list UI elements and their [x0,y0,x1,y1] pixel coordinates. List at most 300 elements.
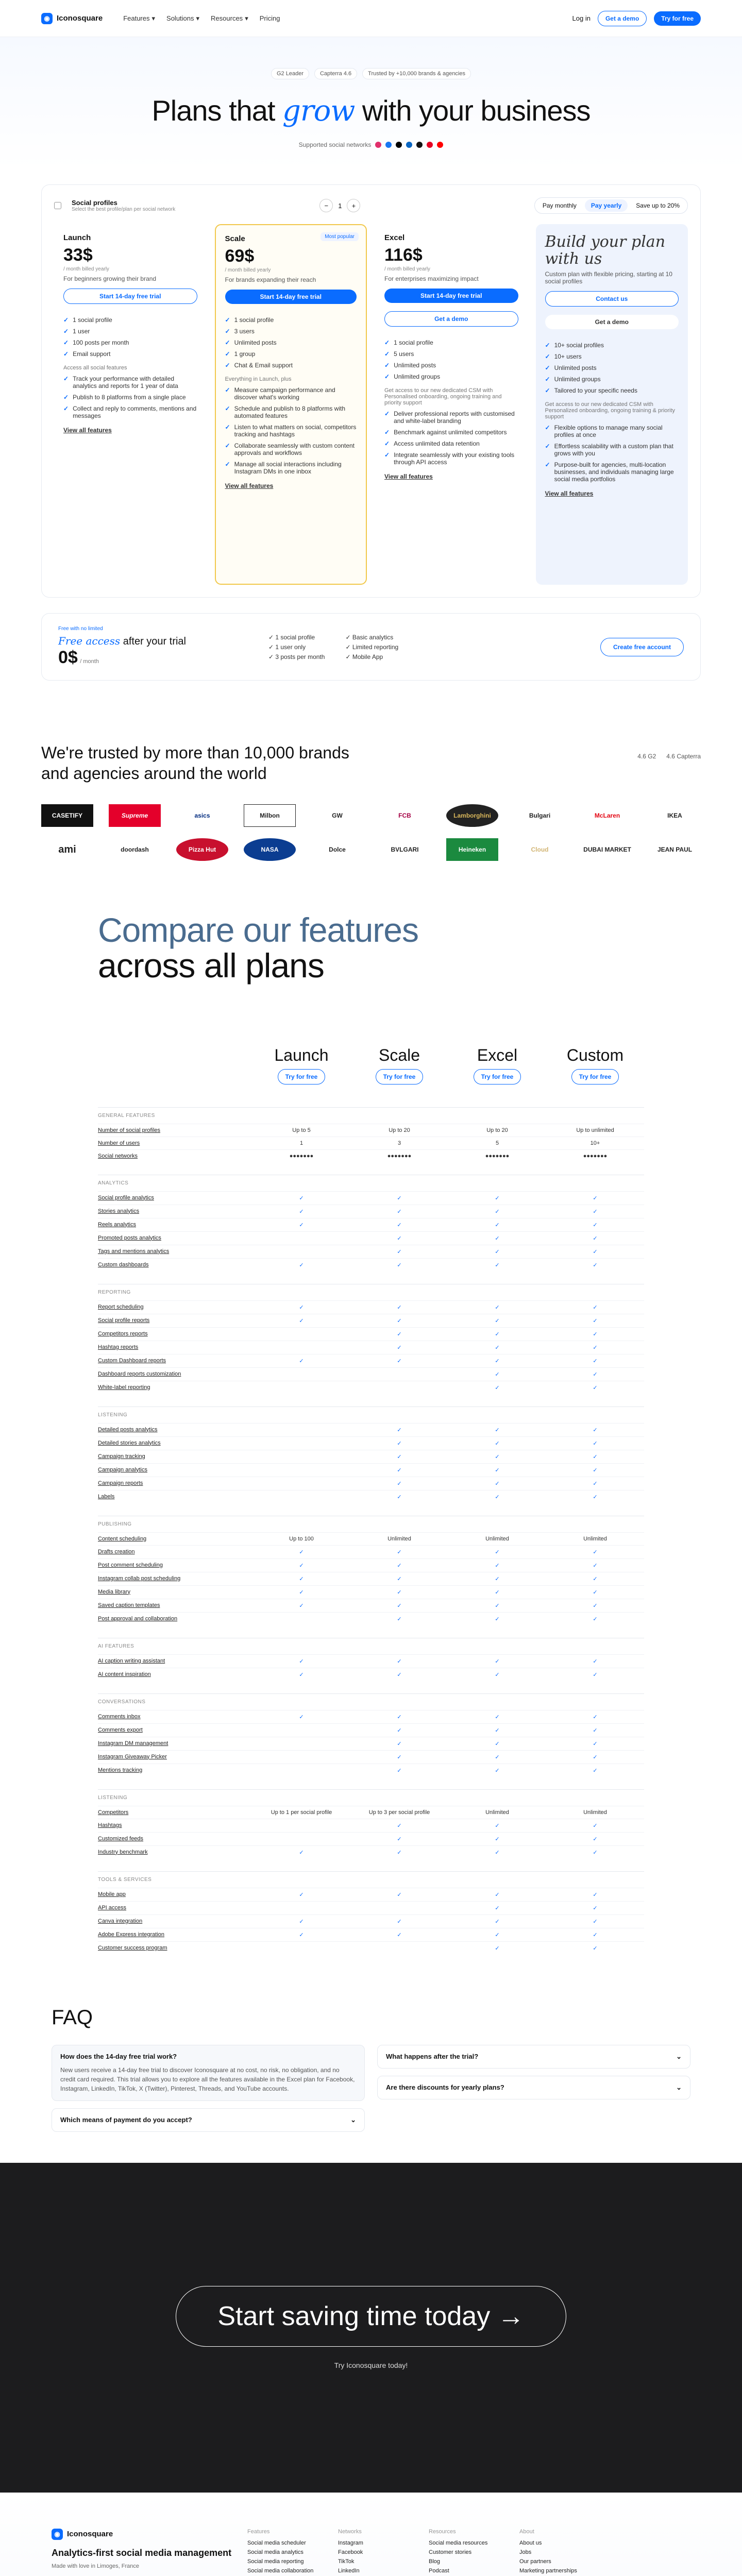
feature-value: ✓ [299,1671,304,1678]
brand-logo: GW [332,812,343,819]
feature-name[interactable]: Saved caption templates [98,1602,160,1608]
footer-link[interactable]: Social media reporting [247,2558,304,2565]
chevron-down-icon: ▾ [245,14,248,22]
feature-name[interactable]: Comments inbox [98,1713,141,1720]
feature-value: ✓ [593,1440,598,1447]
badges [0,68,742,79]
feature-value: Unlimited [583,1535,607,1542]
faq-item-open[interactable]: How does the 14-day free trial work? New users receive a 14-day free trial to discover Iconosquare at no cost, no risk, no obligation, and no credit card required. This trial allows you to explore all the features available in the Excel plan for Facebook, Instagram, LinkedIn, TikTok, X (Twitter), Pinterest, Threads, and YouTube accounts. [52,2045,365,2101]
feature-value: ✓ [299,1714,304,1720]
nav-resources[interactable]: Resources ▾ [211,14,248,22]
compare-row [98,1737,644,1750]
view-features-link[interactable]: View all features [545,490,594,497]
compare-section-block [98,1175,644,1272]
feature-name[interactable]: Content scheduling [98,1535,147,1542]
compare-row [98,1327,644,1341]
compare-row [98,1914,644,1928]
feature-value: ✓ [299,1589,304,1596]
feature-name[interactable]: Media library [98,1588,130,1595]
feature-value: Up to 5 [292,1127,311,1133]
nav-pricing[interactable]: Pricing [259,14,280,22]
check-icon: ✓ [225,442,230,449]
compare-row [98,1354,644,1367]
brand-logo[interactable] [41,13,103,24]
feature-value [252,1344,350,1351]
feature-value [252,1235,350,1242]
compare-row [98,1845,644,1859]
feature-value: ✓ [299,1918,304,1925]
feature-value: ✓ [397,1602,402,1609]
check-icon: ✓ [225,362,230,369]
feature-value: ✓ [495,1616,500,1622]
feature-value [252,1494,350,1500]
feature-value: ✓ [593,1427,598,1433]
compare-row [98,1436,644,1450]
feature-value [252,1836,350,1842]
footer-link[interactable]: Social media scheduler [247,2539,306,2546]
feature-value: ✓ [495,1602,500,1609]
feature-name[interactable]: Customer success program [98,1944,167,1951]
feature-value: ✓ [299,1262,304,1268]
feature-value: ✓ [495,1262,500,1268]
feature-value: ✓ [593,1222,598,1228]
footer-logo[interactable]: ◉ Iconosquare [52,2529,237,2540]
feature-value: ✓ [299,1358,304,1364]
plan-custom: Build your plan with us Custom plan with flexible pricing, starting at 10 social profiles Contact us Get a demo ✓ 10+ social profiles ✓ 10+ users ✓ Unlimited posts ✓ Unlimited groups ✓ Tailored to your specific needs Get access to our new dedicated CSM with Personalized onboarding, ongoing training & priority support ✓ Flexible options to manage many social profiles at once ✓ Effortless scalability with a custom plan that grows with you ✓ Purpose-built for agencies, multi-location businesses, and individuals managing large social media portfolios View all features [536,224,688,585]
feature-name[interactable]: Detailed stories analytics [98,1439,161,1446]
popular-tag: Most popular [321,232,359,241]
pay-yearly-option[interactable]: Pay yearly [585,199,628,212]
cta-band [0,2163,742,2493]
check-icon: ✓ [225,316,230,324]
compare-row [98,1137,644,1149]
feature-value [252,1740,350,1747]
feature-name[interactable]: Industry benchmark [98,1849,148,1855]
feature-value: Up to unlimited [576,1127,614,1133]
feature-value: ✓ [495,1358,500,1364]
check-icon: ✓ [63,394,69,401]
chevron-down-icon: ▾ [196,14,200,22]
compare-section-block [98,1789,644,1859]
feature-value [252,1440,350,1447]
feature-value: ✓ [495,1589,500,1596]
faq-title: FAQ [52,2006,93,2029]
launch-trial-button[interactable]: Start 14-day free trial [63,289,197,304]
feature-name[interactable]: Instagram collab post scheduling [98,1575,181,1582]
feature-value: ✓ [593,1905,598,1911]
feature-value: ✓ [495,1945,500,1952]
feature-value [252,1248,350,1255]
feature-value [252,1453,350,1460]
feature-name[interactable]: Drafts creation [98,1548,135,1555]
feature-value: ✓ [397,1822,402,1829]
feature-value: ✓ [299,1549,304,1555]
feature-value: ✓ [397,1427,402,1433]
compare-trial-button[interactable]: Try for free [474,1069,521,1084]
save-badge: Save up to 20% [636,202,680,209]
feature-name[interactable]: Promoted posts analytics [98,1234,161,1241]
feature-value: ✓ [495,1658,500,1665]
footer-link[interactable]: LinkedIn [338,2567,360,2574]
footer-link[interactable]: Customer stories [429,2549,472,2555]
feature-value: ✓ [593,1575,598,1582]
feature-value [350,1905,448,1911]
feature-name[interactable]: Number of users [98,1140,140,1146]
feature-value: ✓ [495,1467,500,1473]
compare-row [98,1532,644,1545]
feature-value: ✓ [495,1931,500,1938]
trusted-title: We're trusted by more than 10,000 brands and agencies around the world [41,743,349,783]
feature-name[interactable]: Hashtags [98,1822,122,1828]
profiles-checkbox[interactable] [54,202,61,209]
feature-value: ✓ [593,1918,598,1925]
feature-value [252,1905,350,1911]
feature-value: ✓ [593,1931,598,1938]
compare-row [98,1585,644,1599]
excel-demo-button[interactable]: Get a demo [384,311,518,327]
brand-logo: McLaren [594,812,620,819]
feature-value: ✓ [593,1248,598,1255]
compare-section-title: AI FEATURES [98,1643,134,1649]
check-icon: ✓ [384,373,390,380]
feature-name[interactable]: White-label reporting [98,1384,150,1391]
footer-link[interactable]: Our partners [519,2558,551,2565]
feature-value: ✓ [495,1427,500,1433]
feature-name[interactable]: Report scheduling [98,1303,144,1310]
footer-link[interactable]: TikTok [338,2558,355,2565]
feature-name[interactable]: API access [98,1904,127,1911]
feature-value: ✓ [397,1849,402,1856]
feature-value: ✓ [299,1891,304,1898]
start-saving-button[interactable]: Start saving time today → [176,2286,566,2347]
feature-value [252,1945,350,1952]
nav-features[interactable]: Features ▾ [123,14,156,22]
feature-value: ✓ [397,1575,402,1582]
check-icon: ✓ [384,410,390,417]
feature-value: ✓ [593,1195,598,1201]
check-icon: ✓ [545,424,550,431]
feature-name[interactable]: Competitors reports [98,1330,148,1337]
plan-excel: Excel 116$ / month billed yearly For enterprises maximizing impact Start 14-day free trial Get a demo ✓ 1 social profile ✓ 5 users ✓ Unlimited posts ✓ Unlimited groups Get access to our new dedicated CSM with Personalised onboarding, ongoing training and priority support ✓ Deliver professional reports with customised and white-label branding ✓ Benchmark against unlimited competitors ✓ Access unlimited data retention ✓ Integrate seamlessly with your existing tools through API access View all features [375,224,528,585]
check-icon: ✓ [384,362,390,369]
feature-name[interactable]: Detailed posts analytics [98,1426,158,1433]
check-icon: ✓ [225,328,230,335]
feature-value: ✓ [593,1358,598,1364]
feature-name[interactable]: Canva integration [98,1918,143,1924]
feature-name[interactable]: Tags and mentions analytics [98,1248,170,1255]
footer-link[interactable]: Social media resources [429,2539,488,2546]
chevron-down-icon: ⌄ [676,2052,682,2060]
compare-section-block [98,1107,644,1162]
plus-button[interactable]: + [347,199,360,212]
compare-row [98,1572,644,1585]
feature-value: ✓ [397,1222,402,1228]
feature-value: Up to 20 [486,1127,508,1133]
feature-name[interactable]: Stories analytics [98,1208,140,1214]
trial-button[interactable]: Try for free [654,11,701,26]
compare-row [98,1723,644,1737]
feature-name[interactable]: Campaign reports [98,1480,143,1486]
footer-link[interactable]: Blog [429,2558,441,2565]
feature-value: Unlimited [387,1535,411,1542]
brand-logo: IKEA [667,812,682,819]
feature-value: ✓ [397,1304,402,1311]
feature-value [252,1767,350,1774]
feature-value: Unlimited [485,1809,509,1816]
feature-value: ✓ [495,1575,500,1582]
compare-section-title: LISTENING [98,1412,128,1418]
check-icon: ✓ [545,461,550,468]
compare-section-block [98,1638,644,1681]
plan-price: 69$ [225,246,255,266]
feature-name[interactable]: Custom dashboards [98,1261,149,1268]
compare-trial-button[interactable]: Try for free [376,1069,424,1084]
brand-logo: DUBAI MARKET [583,846,631,853]
feature-value: ✓ [299,1575,304,1582]
compare-row [98,1599,644,1612]
brand-logo: asics [194,812,210,819]
feature-name[interactable]: Social profile reports [98,1317,150,1324]
compare-row [98,1463,644,1477]
compare-row [98,1612,644,1625]
contact-us-button[interactable]: Contact us [545,291,679,307]
check-icon: ✓ [63,350,69,358]
feature-value: ✓ [495,1671,500,1678]
feature-name[interactable]: Hashtag reports [98,1344,139,1350]
faq-section [0,1975,742,2163]
feature-value: ✓ [593,1836,598,1842]
brand-logo: Pizza Hut [176,838,228,861]
feature-value: ✓ [495,1480,500,1487]
feature-name[interactable]: Campaign analytics [98,1466,147,1473]
feature-value: ✓ [495,1208,500,1215]
feature-value: ✓ [299,1208,304,1215]
nav-solutions[interactable]: Solutions ▾ [166,14,200,22]
scale-trial-button[interactable]: Start 14-day free trial [225,290,357,304]
feature-value: ✓ [593,1822,598,1829]
rating-capterra: 4.6 Capterra [666,753,701,760]
login-link[interactable]: Log in [572,14,591,22]
feature-value: ●●●●●●● [485,1153,510,1159]
feature-value: ✓ [495,1195,500,1201]
feature-value: ✓ [593,1849,598,1856]
free-list-2: ✓ Basic analytics ✓ Limited reporting ✓ Mobile App [345,633,399,660]
footer-link[interactable]: Podcast [429,2567,449,2574]
footer-link[interactable]: Instagram [338,2539,363,2546]
faq-grid [52,2045,690,2132]
profile-stepper: − 1 + [319,199,360,212]
feature-name[interactable]: AI content inspiration [98,1671,151,1677]
feature-value [252,1480,350,1487]
compare-row [98,1490,644,1503]
footer-link[interactable]: Facebook [338,2549,363,2555]
feature-value: ✓ [397,1671,402,1678]
nav-actions [572,11,701,26]
check-icon: ✓ [63,405,69,412]
brand-logo: NASA [244,838,296,861]
feature-value: ✓ [397,1589,402,1596]
networks-row: Supported social networks [0,141,742,148]
feature-name[interactable]: Comments export [98,1726,143,1733]
feature-name[interactable]: Mobile app [98,1891,126,1897]
feature-value [252,1427,350,1433]
compare-row [98,1341,644,1354]
view-features-link[interactable]: View all features [384,473,433,480]
feature-value: ✓ [397,1331,402,1337]
chevron-down-icon: ⌄ [676,2083,682,2091]
ratings [637,753,701,760]
feature-name[interactable]: Post comment scheduling [98,1562,163,1568]
badge-trusted: Trusted by +10,000 brands & agencies [362,68,471,79]
compare-row [98,1654,644,1668]
footer-link[interactable]: About us [519,2539,542,2546]
footer-column: Networks Instagram Facebook TikTok LinkedIn [338,2529,418,2576]
feature-name[interactable]: Custom Dashboard reports [98,1357,166,1364]
feature-name[interactable]: Social profile analytics [98,1194,154,1201]
feature-value: Up to 100 [289,1535,314,1542]
brand-logo: JEAN PAUL [657,846,693,853]
check-icon: ✓ [63,316,69,324]
feature-name[interactable]: Social networks [98,1153,138,1159]
feature-value: ✓ [495,1235,500,1242]
check-icon: ✓ [545,342,550,349]
feature-value: ✓ [397,1195,402,1201]
compare-row [98,1245,644,1258]
compare-section-block [98,1406,644,1503]
feature-name[interactable]: Adobe Express integration [98,1931,165,1938]
chevron-down-icon: ▾ [151,14,156,22]
feature-name[interactable]: Customized feeds [98,1835,144,1842]
footer-link[interactable]: Jobs [519,2549,532,2555]
excel-trial-button[interactable]: Start 14-day free trial [384,289,518,303]
custom-demo-button[interactable]: Get a demo [545,315,679,329]
footer-tagline: Analytics-first social media management [52,2547,232,2558]
compare-row [98,1941,644,1955]
feature-name[interactable]: Mentions tracking [98,1767,143,1773]
feature-value: ✓ [495,1304,500,1311]
compare-row [98,1149,644,1162]
feature-value: Unlimited [485,1535,509,1542]
feature-value: ✓ [593,1891,598,1898]
feature-value: ✓ [593,1344,598,1351]
feature-value: ✓ [593,1714,598,1720]
compare-row [98,1367,644,1381]
feature-name[interactable]: AI caption writing assistant [98,1657,165,1664]
tiktok-icon [396,142,402,148]
pay-monthly-option[interactable]: Pay monthly [542,202,577,209]
brand-logo: Cloud [531,846,549,853]
demo-button[interactable]: Get a demo [598,11,647,26]
feature-value: ✓ [495,1754,500,1760]
compare-trial-button[interactable]: Try for free [571,1069,619,1084]
footer-column: Features Social media scheduler Social media analytics Social media reporting Social media collaboration [247,2529,328,2576]
feature-name[interactable]: Campaign tracking [98,1453,145,1460]
view-features-link[interactable]: View all features [63,427,112,434]
feature-name[interactable]: Labels [98,1493,115,1500]
feature-value: ✓ [593,1945,598,1952]
feature-value: ✓ [495,1317,500,1324]
create-free-account-button[interactable]: Create free account [600,638,684,656]
check-icon: ✓ [545,443,550,450]
footer [0,2493,742,2576]
brand-logo: CASETIFY [41,804,93,827]
brand-logo: Milbon [244,804,296,827]
brand-logo: BVLGARI [391,846,419,853]
plan-launch: Launch 33$ / month billed yearly For beginners growing their brand Start 14-day free trial ✓ 1 social profile ✓ 1 user ✓ 100 posts per month ✓ Email support Access all social features ✓ Track your performance with detailed analytics and reports for 1 year of data ✓ Publish to 8 platforms from a single place ✓ Collect and reply to comments, mentions and messages View all features [63,233,197,434]
feature-value: ✓ [397,1549,402,1555]
compare-row [98,1764,644,1777]
feature-value: ✓ [299,1562,304,1569]
feature-value: ✓ [397,1317,402,1324]
compare-section-title: LISTENING [98,1794,128,1801]
view-features-link[interactable]: View all features [225,482,274,489]
feature-value: ✓ [593,1671,598,1678]
feature-name[interactable]: Competitors [98,1809,129,1816]
feature-name[interactable]: Reels analytics [98,1221,136,1228]
feature-value: ✓ [397,1262,402,1268]
brand-logo: Heineken [446,838,498,861]
compare-row [98,1477,644,1490]
compare-row [98,1231,644,1245]
feature-name[interactable]: Post approval and collaboration [98,1615,178,1622]
feature-value: ✓ [593,1453,598,1460]
compare-section-block [98,1284,644,1394]
brand-name: Iconosquare [57,14,103,23]
compare-title: Compare our features across all plans [98,911,418,985]
compare-row [98,1314,644,1327]
footer-grid: ◉ Iconosquare Analytics-first social media management Made with love in Limoges, France Features Social media scheduler Social media analytics Social media reporting Social media collaboration Networks Instagram Facebook TikTok LinkedIn Resources Social media resources Customer stories Blog Podcast About About us Jobs Our partners Marketing partnerships [52,2529,690,2576]
feature-value: ✓ [397,1440,402,1447]
feature-value: ✓ [397,1658,402,1665]
faq-item[interactable]: Are there discounts for yearly plans? ⌄ [377,2076,690,2099]
feature-name[interactable]: Instagram DM management [98,1740,168,1747]
feature-name[interactable]: Number of social profiles [98,1127,161,1133]
feature-value: ✓ [397,1714,402,1720]
feature-value: ✓ [593,1767,598,1774]
feature-name[interactable]: Dashboard reports customization [98,1370,181,1377]
feature-value: ✓ [495,1331,500,1337]
compare-row [98,1558,644,1572]
footer-link[interactable]: Marketing partnerships [519,2567,577,2574]
feature-value: ✓ [593,1208,598,1215]
check-icon: ✓ [63,375,69,382]
feature-value: ✓ [397,1494,402,1500]
compare-trial-button[interactable]: Try for free [278,1069,326,1084]
compare-section [0,882,742,1975]
footer-link[interactable]: Social media collaboration [247,2567,314,2574]
brand-logo: ami [58,843,76,855]
faq-item[interactable]: What happens after the trial? ⌄ [377,2045,690,2069]
plan-price: 116$ [384,245,423,265]
feature-name[interactable]: Instagram Giveaway Picker [98,1753,167,1760]
compare-row [98,1218,644,1231]
feature-value: ✓ [495,1344,500,1351]
compare-section-title: REPORTING [98,1289,131,1295]
free-plan: Free with no limited Free access after your trial 0$ / month ✓ 1 social profile ✓ 1 user only ✓ 3 posts per month ✓ Basic analytics ✓ Limited reporting ✓ Mobile App Create free account [41,613,701,681]
footer-link[interactable]: Social media analytics [247,2549,303,2555]
faq-item[interactable]: Which means of payment do you accept? ⌄ [52,2108,365,2132]
x-icon [416,142,423,148]
feature-value: ✓ [495,1836,500,1842]
compare-row [98,1191,644,1205]
feature-value: ✓ [593,1235,598,1242]
hero-title: Plans that grow with your business [151,94,591,128]
feature-value: ✓ [495,1222,500,1228]
rating-g2: 4.6 G2 [637,753,656,760]
compare-row [98,1710,644,1723]
feature-value: ✓ [593,1262,598,1268]
minus-button[interactable]: − [319,199,333,212]
